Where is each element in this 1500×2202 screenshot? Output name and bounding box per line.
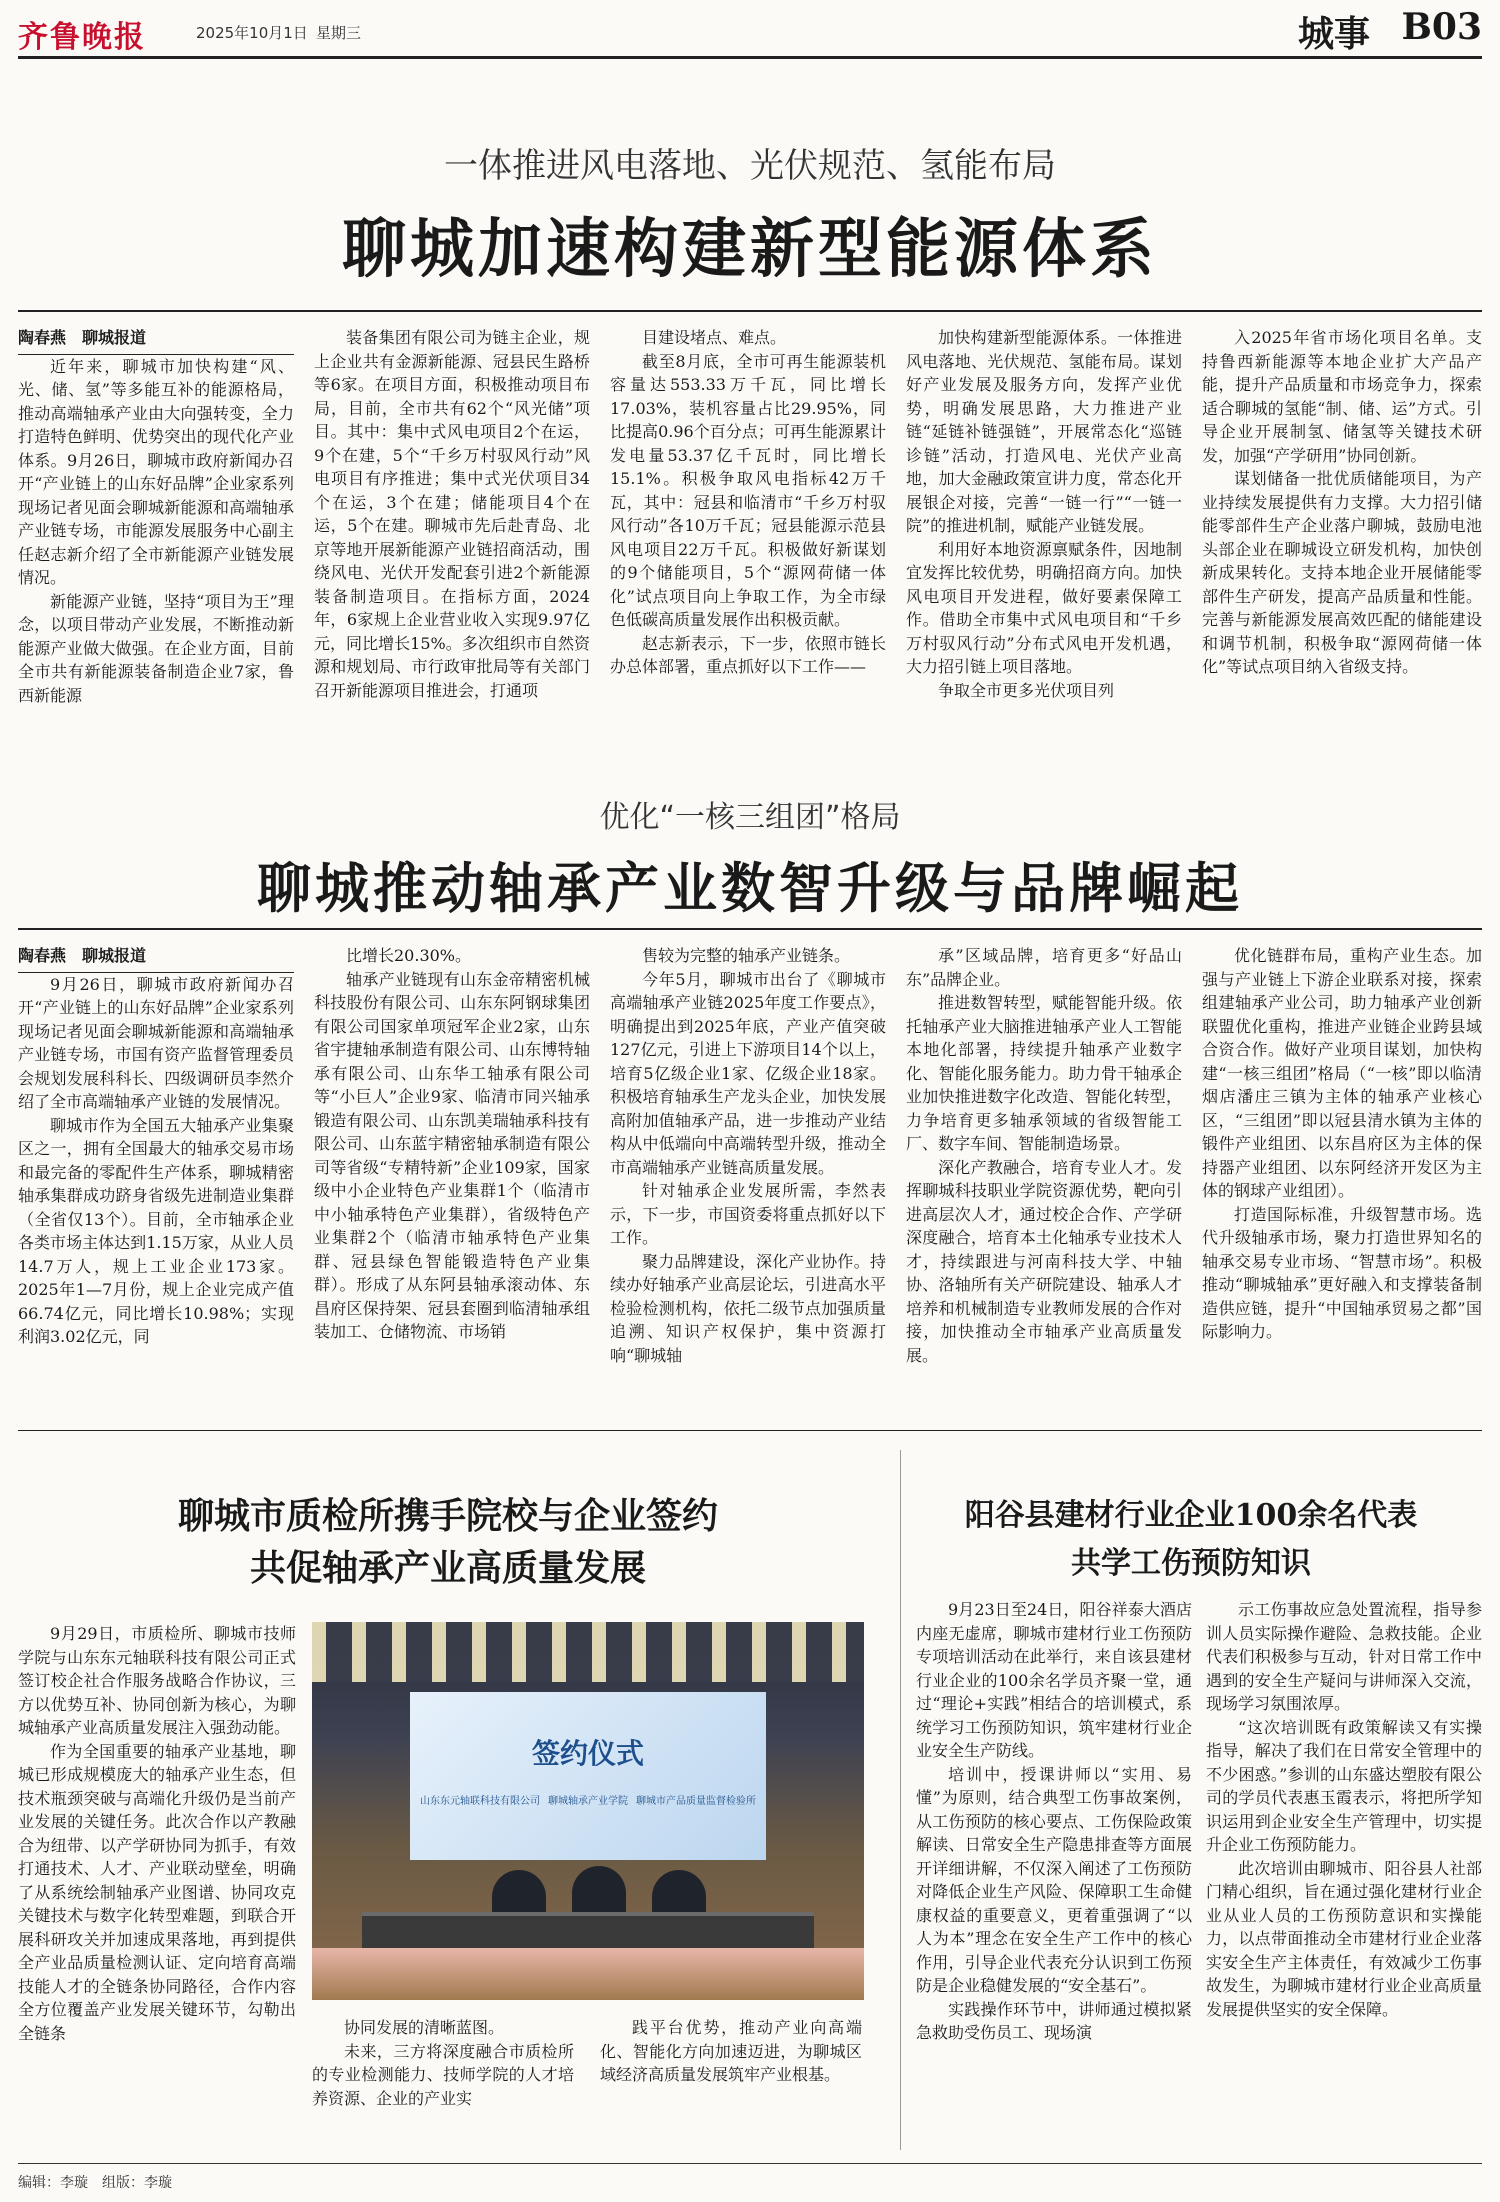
paragraph: 9月29日，市质检所、聊城市技师学院与山东东元轴联科技有限公司正式签订校企社合作服务战略合作协议，三方以优势互补、协同创新为核心，为聊城轴承产业高质量发展注入强劲动能。 (18, 1624, 296, 1737)
paragraph: 目建设堵点、难点。 (642, 328, 787, 347)
article4-column-1 (916, 1598, 1192, 2152)
paragraph: 践平台优势，推动产业向高端化、智能化方向加速迈进，为聊城区域经济高质量发展筑牢产业根基。 (600, 2018, 862, 2084)
paragraph: 装备集团有限公司为链主企业，规上企业共有金源新能源、冠县民生路桥等6家。在项目方面，积极推动项目布局，目前，全市共有62个“风光储”项目。其中：集中式风电项目2个在运，9个在建，5个“千乡万村驭风行动”风电项目有序推进；集中式光伏项目34个在运，3个在建；储能项目4个在运，5个在建。聊城市先后赴青岛、北京等地开展新能源产业链招商活动，围绕风电、光伏开发配套引进2个新能源装备制造项目。在指标方面，2024年，6家规上企业营业收入实现9.97亿元，同比增长15%。多次组织市自然资源和规划局、市行政审批局等有关部门召开新能源项目推进会，打通项 (314, 328, 590, 700)
paragraph: 聊城市作为全国五大轴承产业集聚区之一，拥有全国最大的轴承交易市场和最完备的零配件生产体系，聊城精密轴承集群成功跻身省级先进制造业集群（全省仅13个）。目前，全市轴承企业各类市场主体达到1.15万家，从业人员14.7万人，规上工业企业173家。2025年1—7月份，规上企业完成产值66.74亿元，同比增长10.98%；实现利润3.02亿元，同 (18, 1115, 294, 1346)
article4-headline-line2: 共学工伤预防知识 (1071, 1546, 1311, 1581)
paragraph: 此次培训由聊城市、阳谷县人社部门精心组织，旨在通过强化建材行业企业从业人员的工伤预防意识和实操能力，以点带面推动全市建材行业企业落实安全生产主体责任，有效减少工伤事故发生，为聊城市建材行业企业高质量发展提供坚实的安全保障。 (1206, 1858, 1482, 2019)
article3-column-1 (18, 1622, 296, 2152)
ceremony-screen (410, 1692, 766, 1860)
paragraph: 比增长20.30%。 (346, 946, 472, 965)
newspaper-logo: 齐鲁晚报 (18, 20, 146, 55)
article2-column-1 (18, 944, 294, 1414)
paragraph: 加快构建新型能源体系。一体推进风电落地、光伏规范、氢能布局。谋划好产业发展及服务方向，发挥产业优势，明确发展思路，大力推进产业链“延链补链强链”，开展常态化“巡链诊链”活动，打造风电、光伏产业高地，加大金融政策宣讲力度，常态化开展银企对接，完善“一链一行”“一链一院”的推进机制，赋能产业链发展。 (906, 328, 1182, 535)
screen-title: 签约仪式 (531, 1737, 644, 1770)
paragraph: 打造国际标准，升级智慧市场。选代升级轴承市场，聚力打造世界知名的轴承交易专业市场、“智慧市场”。积极推动“聊城轴承”更好融入和支撑装备制造供应链，提升“中国轴承贸易之都”国际影响力。 (1202, 1204, 1482, 1341)
paragraph: “这次培训既有政策解读又有实操指导，解决了我们在日常安全管理中的不少困惑。”参训的山东盛达塑胶有限公司的学员代表惠玉霞表示，将把所学知识运用到企业安全生产管理中，切实提升企业工伤预防能力。 (1206, 1717, 1482, 1854)
section-name: 城事 (1297, 13, 1370, 55)
article1-column-5 (1202, 326, 1482, 756)
article2-kicker: 优化“一核三组团”格局 (599, 800, 901, 835)
article1-column-4 (906, 326, 1182, 756)
paragraph: 协同发展的清晰蓝图。 (344, 2018, 505, 2037)
byline: 陶春燕 聊城报道 (18, 326, 294, 355)
article2-column-4 (906, 944, 1182, 1414)
paragraph: 谋划储备一批优质储能项目，为产业持续发展提供有力支撑。大力招引储能零部件生产企业落户聊城，鼓励电池头部企业在聊城设立研发机构，加快创新成果转化。支持本地企业开展储能零部件生产研发，提高产品质量和性能。完善与新能源发展高效匹配的储能建设和调节机制，积极争取“源网荷储一体化”等试点项目纳入省级支持。 (1202, 469, 1482, 676)
article1-kicker: 一体推进风电落地、光伏规范、氢能布局 (444, 146, 1056, 186)
article3-headline (18, 1490, 878, 1594)
article4-headline (900, 1492, 1482, 1588)
screen-parties (420, 1792, 756, 1807)
article1-column-1 (18, 326, 294, 756)
article1-column-3 (610, 326, 886, 756)
signing-table (362, 1912, 814, 1952)
article2-column-2 (314, 944, 590, 1414)
article3-headline-line2: 共促轴承产业高质量发展 (249, 1547, 646, 1589)
paragraph: 售较为完整的轴承产业链条。 (642, 946, 851, 965)
article1-column-2 (314, 326, 590, 756)
paragraph: 9月26日，聊城市政府新闻办召开“产业链上的山东好品牌”企业家系列现场记者见面会聊城新能源和高端轴承产业链专场，市国有资产监督管理委员会规划发展科科长、四级调研员李然介绍了全市高端轴承产业链的发展情况。 (18, 974, 294, 1111)
article2-top-rule (18, 928, 1482, 930)
paragraph: 深化产教融合，培育专业人才。发挥聊城科技职业学院资源优势，靶向引进高层次人才，通过校企合作、产学研深度融合，培育本土化轴承专业技术人才，持续跟进与河南科技大学、中轴协、洛轴所有关产研院建设、轴承人才培养和机械制造专业教师发展的合作对接，加快推动全市轴承产业高质量发展。 (906, 1157, 1182, 1365)
paragraph: 入2025年省市场化项目名单。支持鲁西新能源等本地企业扩大产品产能，提升产品质量和市场竞争力，探索适合聊城的氢能“制、储、运”方式。引导企业开展制氢、储氢等关键技术研发，加强“产学研用”协同创新。 (1202, 328, 1482, 465)
page-header (18, 0, 1482, 59)
paragraph: 承”区域品牌，培育更多“好品山东”品牌企业。 (906, 946, 1182, 989)
signing-ceremony-photo (312, 1622, 864, 2000)
paragraph: 作为全国重要的轴承产业基地，聊城已形成规模庞大的轴承产业生态，但技术瓶颈突破与高端化升级仍是当前产业发展的关键任务。此次合作以产教融合为纽带、以产学研协同为抓手，有效打通技术、人才、产业联动壁垒，明确了从系统绘制轴承产业图谱、协同攻克关键技术与数字化转型难题，到联合开展科研攻关并加速成果落地，再到提供全产业品质量检测认证、定向培育高端技能人才的全链条协同路径，合作内容全方位覆盖产业发展关键环节，勾勒出全链条 (18, 1741, 296, 2043)
byline: 陶春燕 聊城报道 (18, 944, 294, 973)
paragraph: 示工伤事故应急处置流程，指导参训人员实际操作避险、急救技能。企业代表们积极参与互动，针对日常工作中遇到的安全生产疑问与讲师深入交流，现场学习氛围浓厚。 (1206, 1600, 1482, 1713)
paragraph: 9月23日至24日，阳谷祥泰大酒店内座无虚席，聊城市建材行业工伤预防专项培训活动在此举行，来自该县建材行业企业的100余名学员齐聚一堂，通过“理论+实践”相结合的培训模式，系统学习工伤预防知识，筑牢建材行业企业安全生产防线。 (916, 1600, 1192, 1760)
paragraph: 优化链群布局，重构产业生态。加强与产业链上下游企业联系对接，探索组建轴承产业公司，助力轴承产业创新联盟优化重构，推进产业链企业跨县域合资合作。做好产业项目谋划，加快构建“一核三组团”格局（“一核”即以临清烟店潘庄三镇为主体的轴承产业核心区，“三组团”即以冠县清水镇为主体的锻件产业组团、以东昌府区为主体的保持器产业组团、以东阿经济开发区为主体的钢球产业组团）。 (1202, 946, 1482, 1200)
flower-arrangement (312, 1948, 864, 2000)
paragraph: 利用好本地资源禀赋条件，因地制宜发挥比较优势，明确招商方向。加快风电项目开发进程，做好要素保障工作。借助全市集中式风电项目和“千乡万村驭风行动”分布式风电开发机遇，大力招引链上项目落地。 (906, 539, 1182, 676)
party-3: 聊城市产品质量监督检验所 (636, 1796, 756, 1807)
paragraph: 截至8月底，全市可再生能源装机容量达553.33万千瓦，同比增长17.03%，装机容量占比29.95%，同比提高0.96个百分点；可再生能源累计发电量53.37亿千瓦时，同比增长15.1%。积极争取风电指标42万千瓦，其中：冠县和临清市“千乡万村驭风行动”各10万千瓦；冠县能源示范县风电项目22万千瓦。积极做好新谋划的9个储能项目，5个“源网荷储一体化”试点项目向上争取工作，为全市绿色低碳高质量发展作出积极贡献。 (610, 351, 886, 629)
paragraph: 聚力品牌建设，深化产业协作。持续办好轴承产业高层论坛，引进高水平检验检测机构，依托二级节点加强质量追溯、知识产权保护，集中资源打响“聊城轴 (610, 1251, 886, 1365)
paragraph: 争取全市更多光伏项目列 (938, 680, 1115, 700)
issue-date: 2025年10月1日 (196, 24, 308, 42)
paragraph: 推进数智转型，赋能智能升级。依托轴承产业大脑推进轴承产业人工智能本地化部署，持续提升轴承产业数字化、智能化服务能力。助力骨干轴承企业加快推进数字化改造、智能化转型，力争培育更多轴承领域的省级智能工厂、数字车间、智能制造场景。 (906, 993, 1182, 1153)
issue-weekday: 星期三 (316, 24, 362, 42)
article2-headline: 聊城推动轴承产业数智升级与品牌崛起 (257, 856, 1243, 920)
paragraph: 新能源产业链，坚持“项目为王”理念，以项目带动产业发展，不断推动新能源产业做大做强。在企业方面，目前全市共有新能源装备制造企业7家，鲁西新能源 (18, 591, 294, 705)
article4-headline-line1: 阳谷县建材行业企业100余名代表 (964, 1498, 1418, 1533)
article3-column-2 (312, 2016, 574, 2152)
section-divider (18, 1430, 1482, 1431)
editor-credits: 编辑：李璇 组版：李璇 (18, 2175, 172, 2191)
article2-column-3 (610, 944, 886, 1414)
party-2: 聊城轴承产业学院 (548, 1796, 628, 1807)
article2-column-5 (1202, 944, 1482, 1414)
page-number: B03 (1401, 6, 1482, 48)
article3-headline-line1: 聊城市质检所携手院校与企业签约 (177, 1495, 718, 1537)
paragraph: 针对轴承企业发展所需，李然表示，下一步，市国资委将重点抓好以下工作。 (610, 1181, 886, 1247)
paragraph: 今年5月，聊城市出台了《聊城市高端轴承产业链2025年度工作要点》，明确提出到2025年底，产业产值突破127亿元，引进上下游项目14个以上，培育5亿级企业1家、亿级企业18家。积极培育轴承生产龙头企业，加快发展高附加值轴承产品，进一步推动产业结构从中低端向中高端转型升级，推动全市高端轴承产业链高质量发展。 (610, 969, 886, 1177)
paragraph: 未来，三方将深度融合市质检所的专业检测能力、技师学院的人才培养资源、企业的产业实 (312, 2041, 574, 2108)
party-1: 山东东元轴联科技有限公司 (420, 1796, 540, 1807)
paragraph: 培训中，授课讲师以“实用、易懂”为原则，结合典型工伤事故案例，从工伤预防的核心要点、工伤保险政策解读、日常安全生产隐患排查等方面展开详细讲解，不仅深入阐述了工伤预防对降低企业生产风险、保障职工生命健康权益的重要意义，更着重强调了“以人为本”理念在安全生产工作中的核心作用，引导企业代表充分认识到工伤预防是企业稳健发展的“安全基石”。 (916, 1764, 1192, 1995)
paragraph: 近年来，聊城市加快构建“风、光、储、氢”等多能互补的能源格局，推动高端轴承产业由大向强转变，全力打造特色鲜明、优势突出的现代化产业体系。9月26日，聊城市政府新闻办召开“产业链上的山东好品牌”企业家系列现场记者见面会聊城新能源和高端轴承产业链专场，市能源发展服务中心副主任赵志新介绍了全市新能源产业链发展情况。 (18, 356, 294, 587)
footer-rule (18, 2163, 1482, 2164)
stage-lights (312, 1622, 864, 1682)
paragraph: 实践操作环节中，讲师通过模拟紧急救助受伤员工、现场演 (916, 1999, 1192, 2042)
article3-column-3 (600, 2016, 862, 2152)
article1-headline: 聊城加速构建新型能源体系 (342, 212, 1158, 287)
paragraph: 轴承产业链现有山东金帝精密机械科技股份有限公司、山东东阿钢球集团有限公司国家单项冠军企业2家，山东省宇捷轴承制造有限公司、山东博特轴承有限公司、山东华工轴承有限公司等“小巨人”企业9家、临清市同兴轴承锻造有限公司、山东凯美瑞轴承科技有限公司、山东蓝宇精密轴承制造有限公司等省级“专精特新”企业109家，国家级中小企业特色产业集群1个（临清市中小轴承特色产业集群），省级特色产业集群2个（临清市轴承特色产业集群、冠县绿色智能锻造特色产业集群）。形成了从东阿县轴承滚动体、东昌府区保持架、冠县套圈到临清轴承组装加工、仓储物流、市场销 (314, 969, 590, 1341)
article1-top-rule (18, 310, 1482, 312)
article4-column-2 (1206, 1598, 1482, 2152)
paragraph: 赵志新表示，下一步，依照市链长办总体部署，重点抓好以下工作—— (610, 633, 886, 676)
article4-left-rule (900, 1450, 901, 2150)
